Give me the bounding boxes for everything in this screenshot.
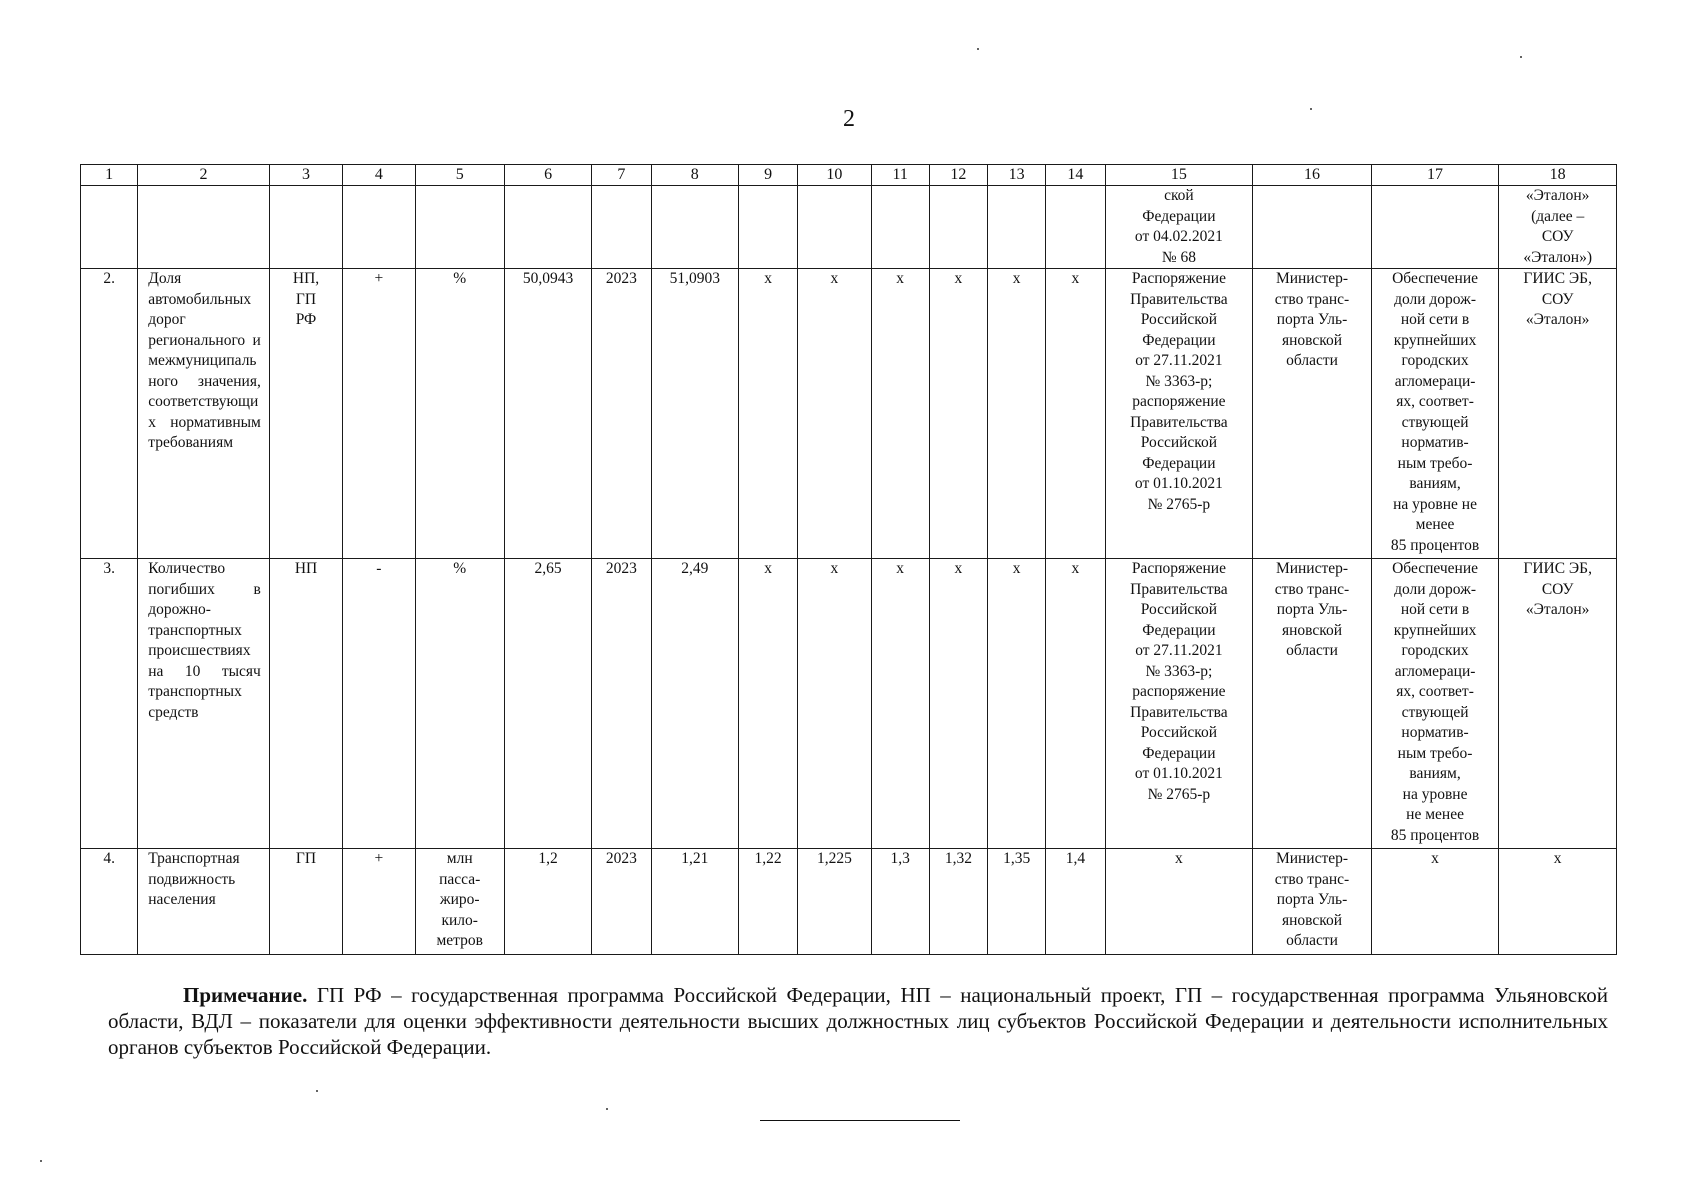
footnote-label: Примечание. xyxy=(183,983,308,1007)
base-year: 2023 xyxy=(592,849,651,955)
program-cell: ГП xyxy=(269,849,342,955)
scan-speck xyxy=(606,1108,608,1110)
value-cell: x xyxy=(988,269,1046,559)
column-number: 1 xyxy=(81,165,138,186)
value-cell: x xyxy=(871,559,929,849)
value-cell: 1,32 xyxy=(929,849,987,955)
column-number: 8 xyxy=(651,165,738,186)
column-number: 14 xyxy=(1046,165,1105,186)
separator-line xyxy=(760,1120,960,1121)
unit-cell: % xyxy=(415,269,504,559)
column-number: 3 xyxy=(269,165,342,186)
value-cell: 1,3 xyxy=(871,849,929,955)
indicator-name: Количество погибших в дорожно-транспортных происшествиях на 10 тысяч транспортных средств xyxy=(138,559,270,849)
base-value: 2,65 xyxy=(504,559,591,849)
unit-cell: % xyxy=(415,559,504,849)
page-number: 2 xyxy=(843,106,855,132)
value-cell: x xyxy=(738,269,797,559)
data-source-cell: ГИИС ЭБ, СОУ «Эталон» xyxy=(1499,559,1617,849)
column-number-row xyxy=(81,165,1617,186)
scan-speck xyxy=(1310,108,1312,110)
table-row xyxy=(81,849,1617,955)
trend-sign: + xyxy=(343,849,415,955)
value-cell: 1,35 xyxy=(988,849,1046,955)
value-cell: x xyxy=(1046,559,1105,849)
value-cell: 2,49 xyxy=(651,559,738,849)
value-cell: 1,225 xyxy=(798,849,871,955)
row-number: 4. xyxy=(81,849,138,955)
scan-speck xyxy=(316,1090,318,1092)
value-cell: x xyxy=(929,559,987,849)
base-year: 2023 xyxy=(592,559,651,849)
value-cell: x xyxy=(929,269,987,559)
table-row xyxy=(81,269,1617,559)
column-number: 10 xyxy=(798,165,871,186)
value-cell: 1,21 xyxy=(651,849,738,955)
value-cell: x xyxy=(1046,269,1105,559)
footnote-text xyxy=(108,982,1608,1060)
column-number: 6 xyxy=(504,165,591,186)
row-number: 2. xyxy=(81,269,138,559)
indicators-table xyxy=(80,164,1617,955)
column-number: 15 xyxy=(1105,165,1253,186)
column-number: 11 xyxy=(871,165,929,186)
column-number: 16 xyxy=(1253,165,1372,186)
target-description-cell: x xyxy=(1371,849,1499,955)
data-source-cell: «Эталон» (далее – СОУ «Эталон») xyxy=(1499,186,1617,269)
scan-speck xyxy=(977,48,979,50)
program-cell: НП xyxy=(269,559,342,849)
column-number: 9 xyxy=(738,165,797,186)
value-cell: x xyxy=(798,559,871,849)
responsible-cell: Министер- ство транс- порта Уль- яновской области xyxy=(1253,849,1372,955)
target-description-cell: Обеспечение доли дорож- ной сети в крупнейших городских агломераци- ях, соответ- ствующей норматив- ным требо- ваниям, на уровне не менее 85 процентов xyxy=(1371,559,1499,849)
column-number: 4 xyxy=(343,165,415,186)
legal-basis-cell: x xyxy=(1105,849,1253,955)
value-cell: x xyxy=(798,269,871,559)
base-year: 2023 xyxy=(592,269,651,559)
legal-basis-cell: Распоряжение Правительства Российской Федерации от 27.11.2021 № 3363-р; распоряжение Правительства Российской Федерации от 01.10.2021 № 2765-р xyxy=(1105,559,1253,849)
legal-basis-cell: ской Федерации от 04.02.2021 № 68 xyxy=(1105,186,1253,269)
column-number: 7 xyxy=(592,165,651,186)
base-value: 1,2 xyxy=(504,849,591,955)
scan-speck xyxy=(1520,56,1522,58)
unit-cell: млн пасса- жиро- кило- метров xyxy=(415,849,504,955)
responsible-cell: Министер- ство транс- порта Уль- яновской области xyxy=(1253,269,1372,559)
data-source-cell: x xyxy=(1499,849,1617,955)
value-cell: x xyxy=(871,269,929,559)
indicator-name: Доля автомобильных дорог регионального и межмуниципального значения, соответствующих нормативным требованиям xyxy=(138,269,270,559)
value-cell: x xyxy=(738,559,797,849)
row-number: 3. xyxy=(81,559,138,849)
value-cell: 1,22 xyxy=(738,849,797,955)
trend-sign: - xyxy=(343,559,415,849)
base-value: 50,0943 xyxy=(504,269,591,559)
data-source-cell: ГИИС ЭБ, СОУ «Эталон» xyxy=(1499,269,1617,559)
column-number: 18 xyxy=(1499,165,1617,186)
value-cell: x xyxy=(988,559,1046,849)
column-number: 13 xyxy=(988,165,1046,186)
footnote-body: ГП РФ – государственная программа Российской Федерации, НП – национальный проект, ГП – государственная программа Ульяновской области, ВДЛ – показатели для оценки эффективности деятельности высших должностных лиц субъектов Российской Федерации и деятельности исполнительных органов субъектов Российской Федерации. xyxy=(108,983,1608,1059)
responsible-cell: Министер- ство транс- порта Уль- яновской области xyxy=(1253,559,1372,849)
continuation-row xyxy=(81,186,1617,269)
trend-sign: + xyxy=(343,269,415,559)
column-number: 12 xyxy=(929,165,987,186)
value-cell: 1,4 xyxy=(1046,849,1105,955)
table-row xyxy=(81,559,1617,849)
program-cell: НП, ГП РФ xyxy=(269,269,342,559)
value-cell: 51,0903 xyxy=(651,269,738,559)
scan-speck xyxy=(40,1160,42,1162)
column-number: 17 xyxy=(1371,165,1499,186)
footnote xyxy=(108,982,1608,1060)
column-number: 5 xyxy=(415,165,504,186)
indicator-name: Транспортная подвижность населения xyxy=(138,849,270,955)
target-description-cell: Обеспечение доли дорож- ной сети в крупнейших городских агломераци- ях, соответ- ствующей норматив- ным требо- ваниям, на уровне не менее 85 процентов xyxy=(1371,269,1499,559)
column-number: 2 xyxy=(138,165,270,186)
legal-basis-cell: Распоряжение Правительства Российской Федерации от 27.11.2021 № 3363-р; распоряжение Правительства Российской Федерации от 01.10.2021 № 2765-р xyxy=(1105,269,1253,559)
